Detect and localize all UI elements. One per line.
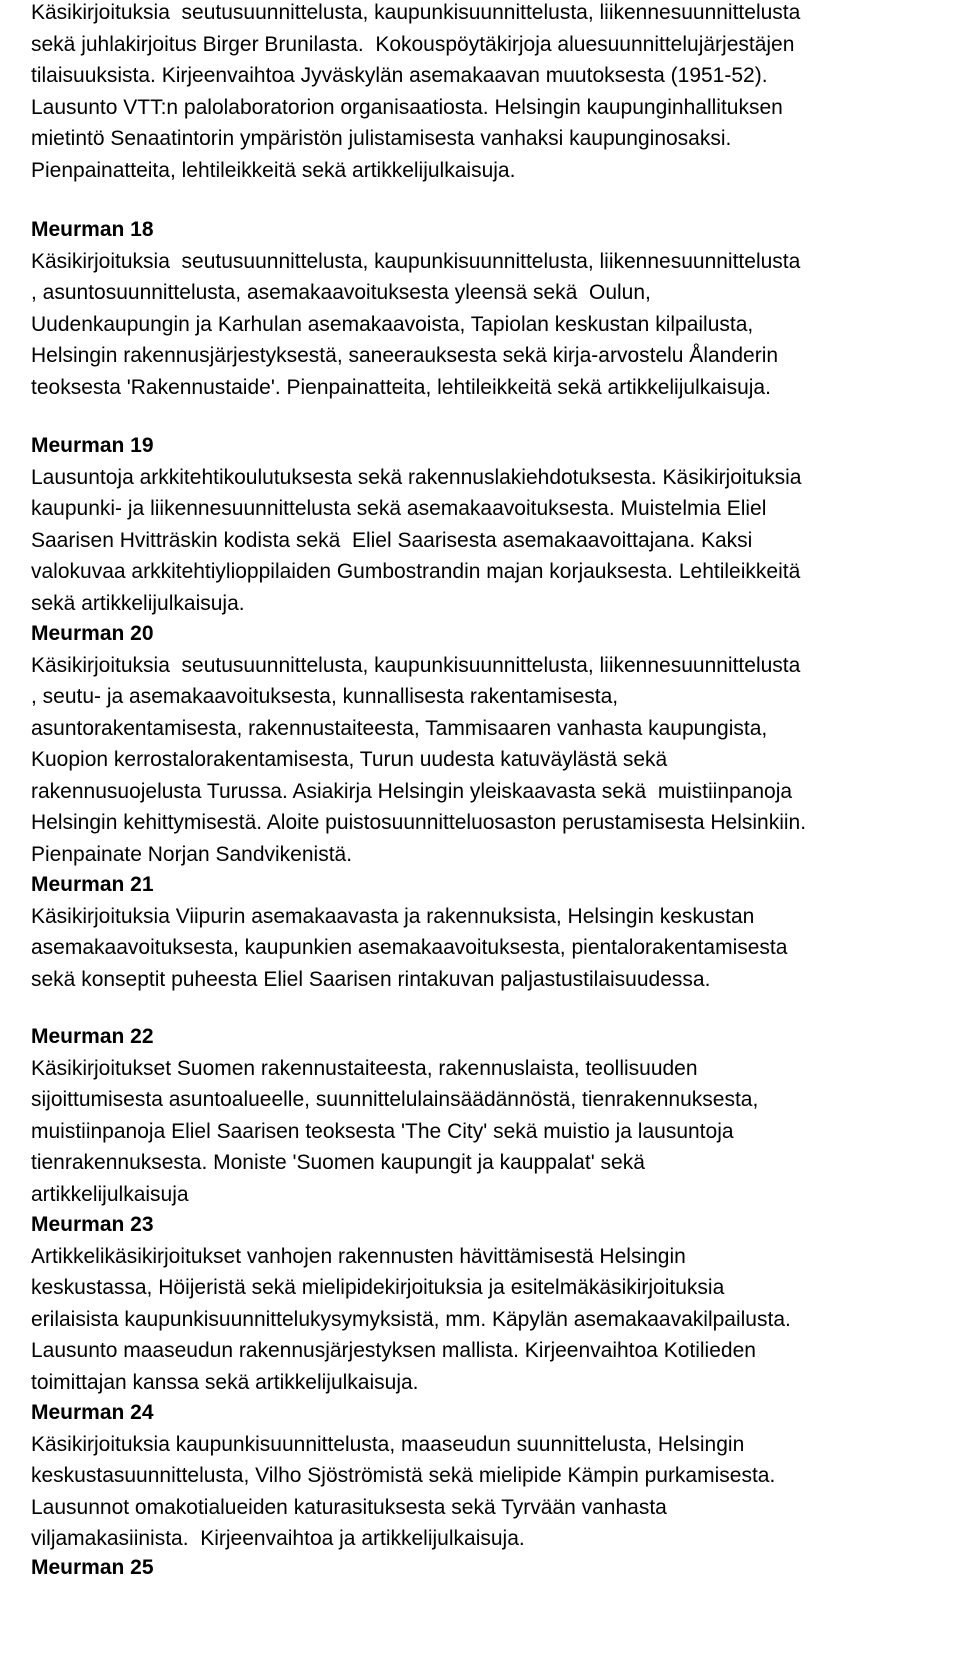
section-heading: Meurman 21 [31,873,154,896]
section-line: kaupunki- ja liikennesuunnittelusta sekä asemakaavoituksesta. Muistelmia Eliel [31,497,767,520]
section-line: Helsingin kehittymisestä. Aloite puistosuunnitteluosaston perustamisesta Helsinkiin. [31,811,807,834]
section-line: Kuopion kerrostalorakentamisesta, Turun uudesta katuväylästä sekä [31,748,668,771]
section-line: muistiinpanoja Eliel Saarisen teoksesta 'The City' sekä muistio ja lausuntoja [31,1119,734,1143]
intro-line: mietintö Senaatintorin ympäristön julistamisesta vanhaksi kaupunginosaksi. [31,127,732,150]
section-line: sekä artikkelijulkaisuja. [31,591,245,615]
section-line: asemakaavoituksesta, kaupunkien asemakaavoituksesta, pientalorakentamisesta [31,936,788,959]
section-line: Pienpainate Norjan Sandvikenistä. [31,842,353,866]
section-line: teoksesta 'Rakennustaide'. Pienpainatteita, lehtileikkeitä sekä artikkelijulkaisuja. [31,375,771,399]
section-line: valokuvaa arkkitehtiylioppilaiden Gumbostrandin majan korjauksesta. Lehtileikkeitä [31,560,801,583]
section-line: tienrakennuksesta. Moniste 'Suomen kaupungit ja kauppalat' sekä [31,1151,645,1174]
section-line: , seutu- ja asemakaavoituksesta, kunnallisesta rakentamisesta, [31,685,619,708]
section-heading: Meurman 22 [31,1025,154,1048]
section-line: keskustasuunnittelusta, Vilho Sjöströmistä sekä mielipide Kämpin purkamisesta. [31,1464,776,1487]
section-line: keskustassa, Höijeristä sekä mielipidekirjoituksia ja esitelmäkäsikirjoituksia [31,1276,725,1299]
section-heading: Meurman 24 [31,1401,154,1424]
intro-line: tilaisuuksista. Kirjeenvaihtoa Jyväskylän asemakaavan muutoksesta (1951-52). [31,64,768,87]
intro-line: Käsikirjoituksia seutusuunnittelusta, kaupunkisuunnittelusta, liikennesuunnittelusta [31,1,801,24]
section-line: viljamakasiinista. Kirjeenvaihtoa ja artikkelijulkaisuja. [31,1527,525,1550]
section-line: Käsikirjoitukset Suomen rakennustaiteesta, rakennuslaista, teollisuuden [31,1056,698,1080]
section-line: rakennusuojelusta Turussa. Asiakirja Helsingin yleiskaavasta sekä muistiinpanoja [31,779,793,803]
section-line: Käsikirjoituksia kaupunkisuunnittelusta, maaseudun suunnittelusta, Helsingin [31,1432,745,1456]
section-line: , asuntosuunnittelusta, asemakaavoituksesta yleensä sekä Oulun, [31,281,651,304]
section-line: Saarisen Hvitträskin kodista sekä Eliel Saarisesta asemakaavoittajana. Kaksi [31,528,753,552]
intro-line: sekä juhlakirjoitus Birger Brunilasta. Kokouspöytäkirjoja aluesuunnittelujärjestäjen [31,32,795,56]
section-heading: Meurman 19 [31,434,154,457]
section-line: Käsikirjoituksia seutusuunnittelusta, kaupunkisuunnittelusta, liikennesuunnittelusta [31,249,801,273]
section-line: Lausuntoja arkkitehtikoulutuksesta sekä rakennuslakiehdotuksesta. Käsikirjoituksia [31,465,802,489]
section-line: sekä konseptit puheesta Eliel Saarisen rintakuvan paljastustilaisuudessa. [31,967,711,991]
section-line: Lausunto maaseudun rakennusjärjestyksen mallista. Kirjeenvaihtoa Kotilieden [31,1339,756,1362]
section-line: toimittajan kanssa sekä artikkelijulkaisuja. [31,1370,419,1394]
section-line: Lausunnot omakotialueiden katurasituksesta sekä Tyrvään vanhasta [31,1495,667,1519]
section-heading: Meurman 18 [31,218,154,241]
section-line: Artikkelikäsikirjoitukset vanhojen rakennusten hävittämisestä Helsingin [31,1244,686,1268]
section-line: Käsikirjoituksia seutusuunnittelusta, kaupunkisuunnittelusta, liikennesuunnittelusta [31,653,801,677]
intro-line: Pienpainatteita, lehtileikkeitä sekä artikkelijulkaisuja. [31,158,516,182]
section-line: sijoittumisesta asuntoalueelle, suunnittelulainsäädännöstä, tienrakennuksesta, [31,1088,759,1111]
section-heading: Meurman 25 [31,1556,154,1579]
section-line: artikkelijulkaisuja [31,1182,189,1206]
section-line: asuntorakentamisesta, rakennustaiteesta, Tammisaaren vanhasta kaupungista, [31,716,768,740]
section-heading: Meurman 20 [31,622,154,645]
intro-line: Lausunto VTT:n palolaboratorion organisaatiosta. Helsingin kaupunginhallituksen [31,95,783,119]
section-line: Helsingin rakennusjärjestyksestä, saneerauksesta sekä kirja-arvostelu Ålanderin [31,344,779,367]
section-heading: Meurman 23 [31,1213,154,1236]
section-line: Käsikirjoituksia Viipurin asemakaavasta ja rakennuksista, Helsingin keskustan [31,904,755,928]
section-line: Uudenkaupungin ja Karhulan asemakaavoista, Tapiolan keskustan kilpailusta, [31,312,754,336]
section-line: erilaisista kaupunkisuunnittelukysymyksistä, mm. Käpylän asemakaavakilpailusta. [31,1307,791,1331]
